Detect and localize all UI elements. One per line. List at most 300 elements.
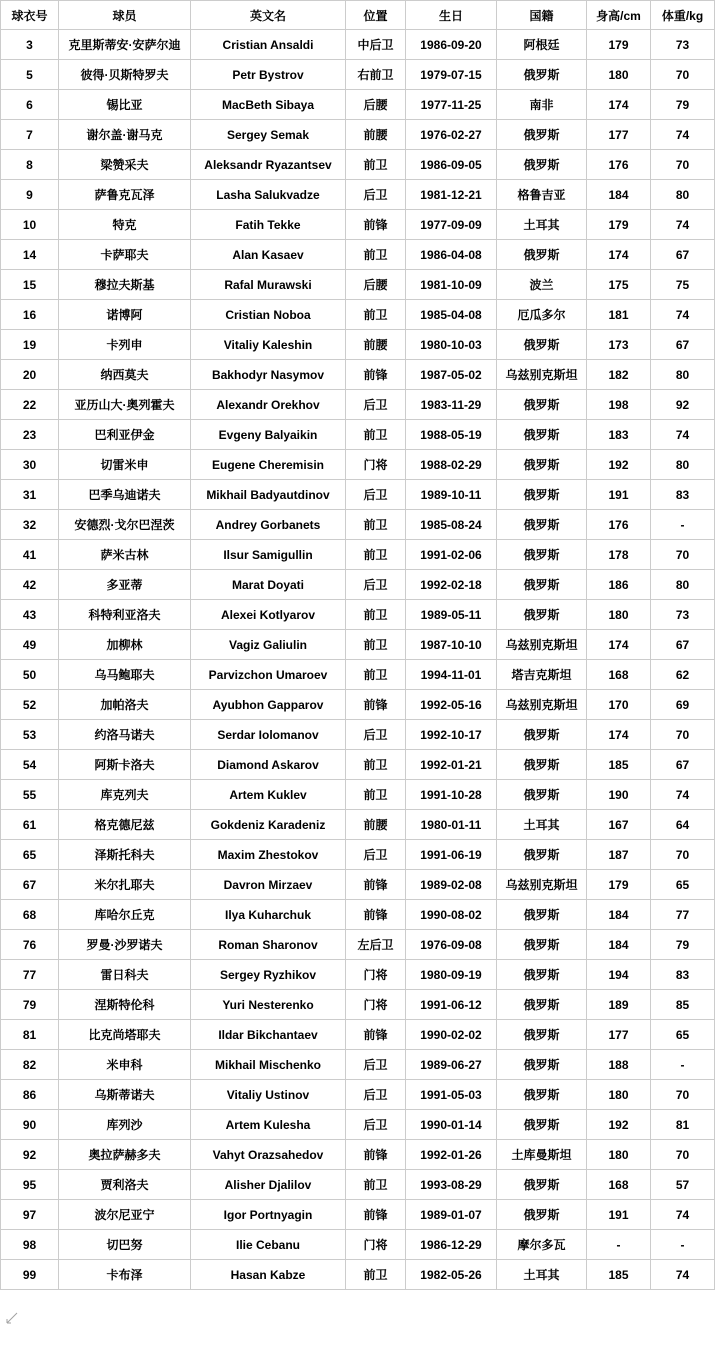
cell-birthday: 1982-05-26 [406,1260,497,1290]
cell-player-name: 切巴努 [59,1230,191,1260]
cell-height: 178 [587,540,651,570]
table-row [1,750,715,780]
cell-shirt-number: 81 [1,1020,59,1050]
cell-nationality: 俄罗斯 [497,840,587,870]
cell-player-name: 多亚蒂 [59,570,191,600]
cell-weight: 65 [651,870,715,900]
table-row [1,600,715,630]
cell-birthday: 1976-02-27 [406,120,497,150]
column-header-nationality[interactable]: 国籍 [497,1,587,30]
cell-player-name: 库哈尔丘克 [59,900,191,930]
cell-player-name: 谢尔盖·谢马克 [59,120,191,150]
cell-english-name: Alexandr Orekhov [191,390,346,420]
cell-position: 前卫 [346,1260,406,1290]
cell-nationality: 俄罗斯 [497,330,587,360]
cell-shirt-number: 77 [1,960,59,990]
cell-nationality: 俄罗斯 [497,540,587,570]
cell-position: 左后卫 [346,930,406,960]
table-header-row [1,1,715,30]
cell-player-name: 波尔尼亚宁 [59,1200,191,1230]
table-row [1,1230,715,1260]
cell-shirt-number: 15 [1,270,59,300]
cell-shirt-number: 42 [1,570,59,600]
table-row [1,150,715,180]
cell-english-name: Sergey Semak [191,120,346,150]
cell-position: 前卫 [346,630,406,660]
cell-weight: 80 [651,570,715,600]
cell-height: 167 [587,810,651,840]
cell-nationality: 乌兹别克斯坦 [497,360,587,390]
cell-birthday: 1981-10-09 [406,270,497,300]
cell-english-name: Ayubhon Gapparov [191,690,346,720]
cell-position: 前卫 [346,1170,406,1200]
cell-position: 前锋 [346,690,406,720]
cell-weight: 74 [651,420,715,450]
table-row [1,270,715,300]
cell-shirt-number: 99 [1,1260,59,1290]
table-row [1,120,715,150]
table-row [1,690,715,720]
cell-birthday: 1989-02-08 [406,870,497,900]
cell-player-name: 彼得·贝斯特罗夫 [59,60,191,90]
cell-player-name: 库克列夫 [59,780,191,810]
cell-birthday: 1980-01-11 [406,810,497,840]
column-header-height[interactable]: 身高/cm [587,1,651,30]
cell-position: 后卫 [346,180,406,210]
table-row [1,480,715,510]
cell-birthday: 1991-10-28 [406,780,497,810]
footer-area [0,1290,715,1350]
cell-height: 174 [587,90,651,120]
cell-weight: 79 [651,930,715,960]
cell-english-name: Sergey Ryzhikov [191,960,346,990]
cell-english-name: Cristian Ansaldi [191,30,346,60]
cell-height: 190 [587,780,651,810]
cell-shirt-number: 32 [1,510,59,540]
cell-birthday: 1986-09-05 [406,150,497,180]
cell-weight: 80 [651,450,715,480]
cell-player-name: 库列沙 [59,1110,191,1140]
cell-player-name: 格克德尼兹 [59,810,191,840]
table-row [1,870,715,900]
cell-player-name: 阿斯卡洛夫 [59,750,191,780]
cell-weight: 70 [651,540,715,570]
cell-nationality: 俄罗斯 [497,600,587,630]
cell-shirt-number: 54 [1,750,59,780]
cell-player-name: 锡比亚 [59,90,191,120]
table-row [1,660,715,690]
cell-birthday: 1989-05-11 [406,600,497,630]
cell-position: 门将 [346,960,406,990]
table-row [1,630,715,660]
cell-height: 192 [587,1110,651,1140]
cell-nationality: 南非 [497,90,587,120]
cell-shirt-number: 55 [1,780,59,810]
cell-english-name: Diamond Askarov [191,750,346,780]
table-row [1,210,715,240]
cell-position: 门将 [346,450,406,480]
cell-birthday: 1988-05-19 [406,420,497,450]
cell-shirt-number: 41 [1,540,59,570]
cell-english-name: Ilya Kuharchuk [191,900,346,930]
table-row [1,30,715,60]
table-body [1,30,715,1290]
cell-player-name: 特克 [59,210,191,240]
cell-nationality: 俄罗斯 [497,150,587,180]
cell-height: 198 [587,390,651,420]
cell-nationality: 土耳其 [497,1260,587,1290]
cell-english-name: Alisher Djalilov [191,1170,346,1200]
cell-shirt-number: 86 [1,1080,59,1110]
cell-nationality: 俄罗斯 [497,240,587,270]
cell-weight: 75 [651,270,715,300]
table-row [1,1050,715,1080]
cell-english-name: Lasha Salukvadze [191,180,346,210]
cell-weight: 70 [651,1140,715,1170]
table-row [1,1140,715,1170]
cell-birthday: 1994-11-01 [406,660,497,690]
cell-height: 168 [587,660,651,690]
cell-position: 前锋 [346,1200,406,1230]
cell-height: 184 [587,930,651,960]
cell-english-name: Davron Mirzaev [191,870,346,900]
cell-position: 后卫 [346,1110,406,1140]
cell-nationality: 厄瓜多尔 [497,300,587,330]
table-row [1,390,715,420]
cell-birthday: 1990-02-02 [406,1020,497,1050]
cell-birthday: 1991-06-12 [406,990,497,1020]
column-header-shirt-number[interactable]: 球衣号 [1,1,59,30]
cell-weight: 85 [651,990,715,1020]
cell-weight: 74 [651,780,715,810]
cell-player-name: 安德烈·戈尔巴涅茨 [59,510,191,540]
cell-birthday: 1981-12-21 [406,180,497,210]
table-row [1,240,715,270]
cell-weight: 67 [651,240,715,270]
cell-player-name: 贾利洛夫 [59,1170,191,1200]
cell-english-name: Roman Sharonov [191,930,346,960]
cell-birthday: 1991-05-03 [406,1080,497,1110]
cell-nationality: 土耳其 [497,810,587,840]
cell-player-name: 乌斯蒂诺夫 [59,1080,191,1110]
cell-height: 185 [587,750,651,780]
cell-shirt-number: 92 [1,1140,59,1170]
cell-birthday: 1991-06-19 [406,840,497,870]
cell-player-name: 加柳林 [59,630,191,660]
cell-height: - [587,1230,651,1260]
cell-height: 191 [587,1200,651,1230]
cell-position: 前锋 [346,210,406,240]
cell-shirt-number: 6 [1,90,59,120]
table-row [1,990,715,1020]
cell-english-name: Gokdeniz Karadeniz [191,810,346,840]
cell-english-name: Rafal Murawski [191,270,346,300]
cell-player-name: 乌马鲍耶夫 [59,660,191,690]
cell-weight: 73 [651,30,715,60]
cell-weight: 83 [651,480,715,510]
cell-height: 191 [587,480,651,510]
cell-english-name: Igor Portnyagin [191,1200,346,1230]
cell-position: 后卫 [346,570,406,600]
cell-weight: 70 [651,720,715,750]
cell-shirt-number: 90 [1,1110,59,1140]
cell-nationality: 土耳其 [497,210,587,240]
cell-height: 180 [587,1140,651,1170]
cell-position: 前腰 [346,330,406,360]
cell-birthday: 1987-10-10 [406,630,497,660]
table-row [1,360,715,390]
cell-position: 前腰 [346,120,406,150]
cell-nationality: 摩尔多瓦 [497,1230,587,1260]
cell-position: 右前卫 [346,60,406,90]
column-header-weight[interactable]: 体重/kg [651,1,715,30]
cell-weight: 57 [651,1170,715,1200]
cell-weight: 74 [651,210,715,240]
cell-shirt-number: 20 [1,360,59,390]
cell-position: 前卫 [346,600,406,630]
cell-weight: 77 [651,900,715,930]
cell-height: 192 [587,450,651,480]
resize-handle-icon[interactable] [6,1312,18,1324]
cell-nationality: 俄罗斯 [497,570,587,600]
cell-position: 前卫 [346,540,406,570]
cell-player-name: 纳西莫夫 [59,360,191,390]
cell-player-name: 巴季乌迪诺夫 [59,480,191,510]
cell-height: 176 [587,510,651,540]
cell-shirt-number: 95 [1,1170,59,1200]
cell-birthday: 1980-10-03 [406,330,497,360]
cell-weight: 74 [651,300,715,330]
table-row [1,450,715,480]
cell-position: 前锋 [346,1020,406,1050]
cell-weight: 74 [651,120,715,150]
cell-shirt-number: 43 [1,600,59,630]
cell-position: 前卫 [346,510,406,540]
cell-height: 174 [587,720,651,750]
cell-english-name: Artem Kulesha [191,1110,346,1140]
table-row [1,1260,715,1290]
cell-shirt-number: 98 [1,1230,59,1260]
cell-shirt-number: 52 [1,690,59,720]
cell-nationality: 俄罗斯 [497,780,587,810]
cell-height: 174 [587,240,651,270]
cell-player-name: 克里斯蒂安·安萨尔迪 [59,30,191,60]
cell-position: 门将 [346,990,406,1020]
cell-player-name: 穆拉夫斯基 [59,270,191,300]
cell-nationality: 俄罗斯 [497,1110,587,1140]
cell-weight: 70 [651,840,715,870]
cell-weight: 67 [651,330,715,360]
cell-shirt-number: 14 [1,240,59,270]
cell-birthday: 1989-10-11 [406,480,497,510]
cell-english-name: MacBeth Sibaya [191,90,346,120]
cell-shirt-number: 76 [1,930,59,960]
column-header-position[interactable]: 位置 [346,1,406,30]
cell-shirt-number: 82 [1,1050,59,1080]
cell-weight: 92 [651,390,715,420]
cell-weight: 83 [651,960,715,990]
cell-height: 170 [587,690,651,720]
cell-position: 前锋 [346,900,406,930]
cell-height: 174 [587,630,651,660]
cell-height: 180 [587,60,651,90]
cell-position: 后卫 [346,720,406,750]
cell-weight: - [651,510,715,540]
cell-weight: 80 [651,360,715,390]
cell-player-name: 比克尚塔耶夫 [59,1020,191,1050]
cell-birthday: 1977-11-25 [406,90,497,120]
cell-birthday: 1991-02-06 [406,540,497,570]
cell-english-name: Hasan Kabze [191,1260,346,1290]
cell-height: 175 [587,270,651,300]
cell-english-name: Evgeny Balyaikin [191,420,346,450]
table-row [1,1020,715,1050]
cell-player-name: 雷日科夫 [59,960,191,990]
cell-position: 前锋 [346,870,406,900]
column-header-birthday[interactable]: 生日 [406,1,497,30]
cell-nationality: 波兰 [497,270,587,300]
cell-nationality: 塔吉克斯坦 [497,660,587,690]
cell-position: 门将 [346,1230,406,1260]
cell-player-name: 亚历山大·奥列霍夫 [59,390,191,420]
cell-position: 后卫 [346,480,406,510]
cell-nationality: 俄罗斯 [497,960,587,990]
column-header-player[interactable]: 球员 [59,1,191,30]
cell-height: 184 [587,180,651,210]
cell-english-name: Fatih Tekke [191,210,346,240]
cell-english-name: Marat Doyati [191,570,346,600]
cell-shirt-number: 30 [1,450,59,480]
cell-height: 186 [587,570,651,600]
cell-weight: 62 [651,660,715,690]
cell-weight: 70 [651,60,715,90]
cell-nationality: 俄罗斯 [497,1080,587,1110]
table-row [1,930,715,960]
table-row [1,570,715,600]
table-row [1,330,715,360]
cell-nationality: 土库曼斯坦 [497,1140,587,1170]
cell-height: 184 [587,900,651,930]
table-row [1,420,715,450]
cell-nationality: 俄罗斯 [497,990,587,1020]
cell-english-name: Bakhodyr Nasymov [191,360,346,390]
table-row [1,1110,715,1140]
cell-shirt-number: 79 [1,990,59,1020]
cell-shirt-number: 53 [1,720,59,750]
cell-position: 前卫 [346,420,406,450]
cell-height: 179 [587,210,651,240]
cell-english-name: Yuri Nesterenko [191,990,346,1020]
cell-english-name: Ildar Bikchantaev [191,1020,346,1050]
table-row [1,1200,715,1230]
cell-player-name: 梁赞采夫 [59,150,191,180]
cell-english-name: Maxim Zhestokov [191,840,346,870]
cell-weight: 65 [651,1020,715,1050]
cell-english-name: Vitaliy Kaleshin [191,330,346,360]
cell-english-name: Serdar Iolomanov [191,720,346,750]
cell-birthday: 1990-08-02 [406,900,497,930]
cell-weight: 69 [651,690,715,720]
cell-nationality: 俄罗斯 [497,420,587,450]
cell-nationality: 乌兹别克斯坦 [497,630,587,660]
cell-nationality: 俄罗斯 [497,1170,587,1200]
cell-birthday: 1987-05-02 [406,360,497,390]
cell-nationality: 俄罗斯 [497,450,587,480]
cell-height: 188 [587,1050,651,1080]
cell-birthday: 1979-07-15 [406,60,497,90]
cell-nationality: 俄罗斯 [497,510,587,540]
cell-birthday: 1985-04-08 [406,300,497,330]
cell-height: 181 [587,300,651,330]
column-header-english-name[interactable]: 英文名 [191,1,346,30]
cell-nationality: 俄罗斯 [497,1200,587,1230]
cell-position: 前卫 [346,150,406,180]
cell-nationality: 俄罗斯 [497,930,587,960]
cell-shirt-number: 16 [1,300,59,330]
cell-position: 后腰 [346,270,406,300]
table-row [1,180,715,210]
cell-position: 后卫 [346,840,406,870]
cell-weight: 70 [651,1080,715,1110]
cell-birthday: 1992-02-18 [406,570,497,600]
cell-position: 后腰 [346,90,406,120]
cell-weight: 67 [651,750,715,780]
table-row [1,840,715,870]
cell-player-name: 约洛马诺夫 [59,720,191,750]
cell-player-name: 萨鲁克瓦泽 [59,180,191,210]
table-row [1,300,715,330]
cell-height: 179 [587,870,651,900]
cell-birthday: 1986-04-08 [406,240,497,270]
cell-nationality: 乌兹别克斯坦 [497,870,587,900]
table-row [1,90,715,120]
cell-nationality: 俄罗斯 [497,120,587,150]
cell-shirt-number: 8 [1,150,59,180]
cell-player-name: 泽斯托科夫 [59,840,191,870]
cell-shirt-number: 10 [1,210,59,240]
cell-birthday: 1988-02-29 [406,450,497,480]
cell-height: 180 [587,1080,651,1110]
cell-height: 189 [587,990,651,1020]
cell-english-name: Eugene Cheremisin [191,450,346,480]
cell-player-name: 切雷米申 [59,450,191,480]
cell-shirt-number: 19 [1,330,59,360]
cell-player-name: 卡萨耶夫 [59,240,191,270]
cell-weight: - [651,1230,715,1260]
cell-shirt-number: 3 [1,30,59,60]
cell-english-name: Artem Kuklev [191,780,346,810]
cell-english-name: Cristian Noboa [191,300,346,330]
cell-english-name: Ilsur Samigullin [191,540,346,570]
cell-nationality: 阿根廷 [497,30,587,60]
cell-weight: 70 [651,150,715,180]
cell-height: 177 [587,1020,651,1050]
cell-shirt-number: 23 [1,420,59,450]
cell-player-name: 科特利亚洛夫 [59,600,191,630]
cell-position: 前卫 [346,240,406,270]
cell-birthday: 1983-11-29 [406,390,497,420]
cell-birthday: 1986-12-29 [406,1230,497,1260]
cell-weight: 74 [651,1260,715,1290]
table-row [1,810,715,840]
cell-nationality: 俄罗斯 [497,390,587,420]
cell-position: 前卫 [346,300,406,330]
cell-player-name: 卡列申 [59,330,191,360]
cell-position: 后卫 [346,1050,406,1080]
cell-position: 前卫 [346,660,406,690]
cell-birthday: 1977-09-09 [406,210,497,240]
cell-english-name: Petr Bystrov [191,60,346,90]
